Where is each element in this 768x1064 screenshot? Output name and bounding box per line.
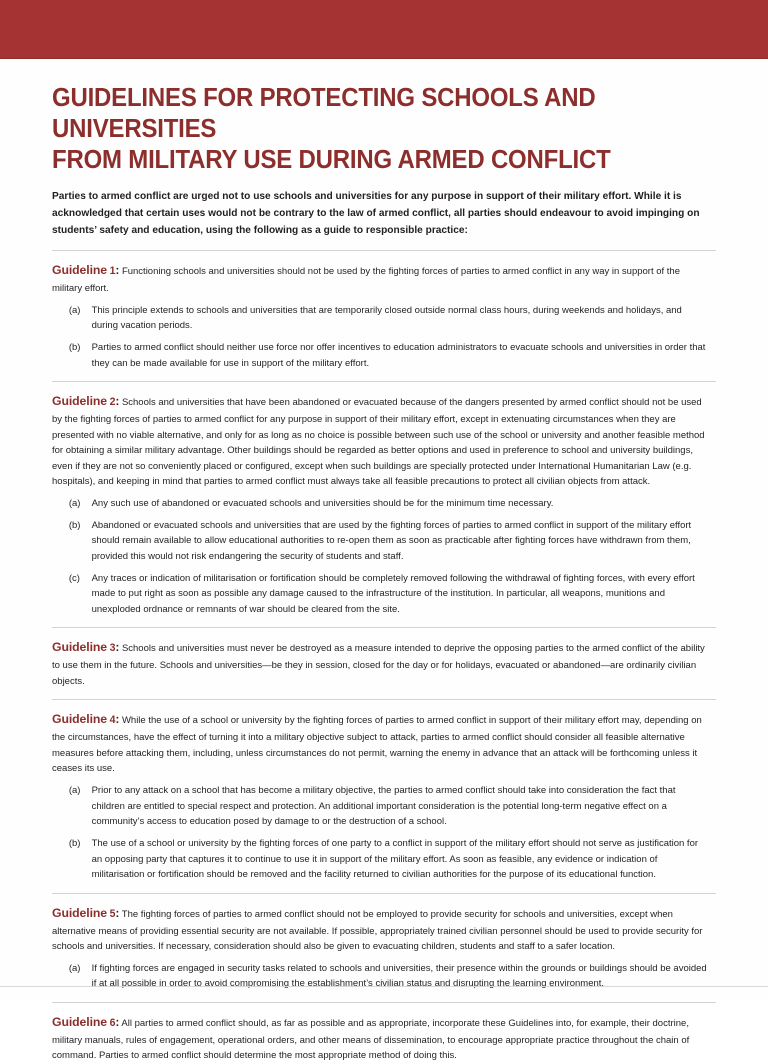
subitem-text: Abandoned or evacuated schools and universities that are used by the fighting forces of parties to armed conflict in support of the military effort should remain available to allow educational authorities to re-open them as soon as practicable after fighting forces have withdrawn from them, provided this would not risk endangering the security of students and staff. bbox=[91, 519, 692, 562]
guideline-subitem-list bbox=[52, 303, 716, 372]
guideline-label: Guideline bbox=[52, 394, 108, 409]
guideline-subitem-list bbox=[52, 496, 716, 617]
subitem-marker: (a) bbox=[68, 962, 81, 974]
subitem-marker: (a) bbox=[68, 304, 81, 316]
guideline-label: Guideline bbox=[52, 640, 108, 655]
intro-paragraph: Parties to armed conflict are urged not to use schools and universities for any purpose in support of their military effort. While it is acknowledged that certain uses would not be contrary to the law of armed conflict, all parties should endeavour to avoid impinging on students’ safety and education, using the following as a guide to responsible practice: bbox=[52, 191, 700, 236]
guideline-number: 2 bbox=[109, 396, 116, 409]
guideline-subitem bbox=[52, 836, 709, 883]
guideline-body-text: Functioning schools and universities should not be used by the fighting forces of parties to armed conflict in any way in support of the military effort. bbox=[52, 266, 681, 295]
header-color-band bbox=[0, 0, 768, 59]
page-title-line-2: FROM MILITARY USE DURING ARMED CONFLICT bbox=[52, 146, 611, 175]
subitem-text: This principle extends to schools and universities that are temporarily closed outside normal class hours, during weekends and holidays, and during vacation periods. bbox=[91, 304, 682, 332]
guideline-paragraph bbox=[52, 260, 709, 296]
subitem-text: Any traces or indication of militarisation or fortification should be completely removed following the withdrawal of fighting forces, with every effort made to put right as soon as possible any damage caused to the infrastructure of the institution. In particular, all weapons, munitions and unexploded ordnance or remnants of war should be cleared from the site. bbox=[91, 572, 695, 615]
guideline-colon: : bbox=[115, 642, 120, 655]
section-divider bbox=[52, 893, 716, 894]
guideline-number: 4 bbox=[109, 714, 116, 727]
guideline-label: Guideline bbox=[52, 263, 108, 278]
guideline-label: Guideline bbox=[52, 905, 108, 920]
section-divider bbox=[52, 627, 716, 628]
guideline-number: 3 bbox=[109, 642, 116, 655]
guideline-subitem bbox=[52, 961, 709, 992]
subitem-marker: (a) bbox=[68, 498, 81, 510]
subitem-text: The use of a school or university by the fighting forces of one party to a conflict in support of the military effort should not serve as justification for an opposing party that captures it to continue to use it in support of the military effort. As soon as feasible, any evidence or indication of militarisation or fortification should be removed and the facility returned to civilian authorities for the purpose of its educational function. bbox=[91, 837, 699, 881]
guideline-section bbox=[52, 1012, 716, 1064]
guideline-subitem bbox=[52, 571, 709, 618]
page-bottom-divider bbox=[0, 986, 768, 987]
guideline-label: Guideline bbox=[52, 1015, 108, 1030]
guideline-subitem bbox=[52, 340, 709, 371]
page-title bbox=[52, 83, 716, 176]
guideline-colon: : bbox=[115, 1017, 120, 1030]
section-divider bbox=[52, 381, 716, 382]
guideline-paragraph bbox=[52, 903, 709, 955]
guideline-colon: : bbox=[115, 714, 120, 727]
guideline-subitem bbox=[52, 518, 709, 565]
guideline-section bbox=[52, 260, 716, 371]
subitem-marker: (c) bbox=[68, 572, 80, 584]
guideline-section bbox=[52, 637, 716, 689]
guideline-paragraph bbox=[52, 709, 709, 777]
guideline-label: Guideline bbox=[52, 712, 108, 727]
guideline-subitem bbox=[52, 783, 709, 830]
guideline-section bbox=[52, 709, 716, 882]
guideline-colon: : bbox=[115, 907, 120, 920]
subitem-marker: (b) bbox=[68, 519, 81, 531]
guideline-body-text: All parties to armed conflict should, as far as possible and as appropriate, incorporate these Guidelines into, for example, their doctrine, military manuals, rules of engagement, operational orders, and other means of dissemination, to encourage appropriate practice throughout the chain of command. Parties to armed conflict should determine the most appropriate method of doing this. bbox=[52, 1018, 690, 1062]
guideline-colon: : bbox=[115, 396, 120, 409]
section-divider bbox=[52, 250, 716, 251]
section-divider bbox=[52, 699, 716, 700]
document-content bbox=[0, 59, 768, 1064]
section-divider bbox=[52, 1002, 716, 1003]
guideline-body-text: While the use of a school or university by the fighting forces of parties to armed conflict in support of their military effort may, depending on the circumstances, have the effect of turning it into a military objective subject to attack, parties to armed conflict should consider all feasible alternative measures before attacking them, including, unless circumstances do not permit, warning the enemy in advance that an attack will be forthcoming unless it ceases its use. bbox=[52, 715, 702, 775]
guideline-paragraph bbox=[52, 1012, 709, 1064]
subitem-text: Parties to armed conflict should neither use force nor offer incentives to education administrators to evacuate schools and universities in order that they can be made available for use in support of the military effort. bbox=[91, 341, 706, 369]
guideline-subitem-list bbox=[52, 783, 716, 883]
guideline-subitem bbox=[52, 496, 709, 512]
page-title-line-1: GUIDELINES FOR PROTECTING SCHOOLS AND UNIVERSITIES bbox=[52, 84, 596, 144]
guideline-section bbox=[52, 391, 716, 617]
guideline-subitem bbox=[52, 303, 709, 334]
guideline-body-text: The fighting forces of parties to armed conflict should not be employed to provide security for schools and universities, except when alternative means of providing essential security are not available. If possible, appropriately trained civilian personnel should be used to provide security for schools and universities. If necessary, consideration should also be given to evacuating children, students and staff to a safer location. bbox=[52, 908, 703, 953]
guideline-number: 6 bbox=[109, 1017, 116, 1030]
guideline-body-text: Schools and universities must never be destroyed as a measure intended to deprive the opposing parties to the armed conflict of the ability to use them in the future. Schools and universities—be they in session, closed for the day or for holidays, evacuated or abandoned—are ordinarily civilian objects. bbox=[52, 643, 705, 687]
guidelines-list bbox=[52, 250, 716, 1064]
guideline-number: 5 bbox=[109, 907, 116, 920]
guideline-section bbox=[52, 903, 716, 992]
guideline-paragraph bbox=[52, 637, 709, 689]
guideline-subitem-list bbox=[52, 961, 716, 992]
subitem-marker: (a) bbox=[68, 785, 81, 797]
guideline-body-text: Schools and universities that have been abandoned or evacuated because of the dangers presented by armed conflict should not be used by the fighting forces of parties to armed conflict for any purpose in support of their military effort, except in extenuating circumstances when they are presented with no viable alternative, and only for as long as no choice is possible between such use of the school or university and another feasible method for obtaining a similar military advantage. Other buildings should be regarded as better options and used in preference to school and university buildings, even if they are not so conveniently placed or configured, except when such buildings are specially protected under International Humanitarian Law (e.g. hospitals), and keeping in mind that parties to armed conflict must always take all feasible precautions to protect all civilian objects from attack. bbox=[52, 397, 705, 488]
guideline-colon: : bbox=[115, 265, 120, 278]
subitem-text: If fighting forces are engaged in security tasks related to schools and universities, their presence within the grounds or buildings should be avoided if at all possible in order to avoid compromising the establishment’s civilian status and disrupting the learning environment. bbox=[91, 962, 707, 990]
subitem-marker: (b) bbox=[68, 341, 81, 353]
subitem-marker: (b) bbox=[68, 837, 81, 849]
guideline-number: 1 bbox=[109, 265, 116, 278]
guideline-paragraph bbox=[52, 391, 709, 490]
subitem-text: Any such use of abandoned or evacuated schools and universities should be for the minimum time necessary. bbox=[91, 498, 554, 510]
subitem-text: Prior to any attack on a school that has become a military objective, the parties to armed conflict should take into consideration the fact that children are entitled to special respect and protection. An additional important consideration is the potential long-term negative effect on a community’s access to education posed by damage to or the destruction of a school. bbox=[91, 785, 676, 828]
